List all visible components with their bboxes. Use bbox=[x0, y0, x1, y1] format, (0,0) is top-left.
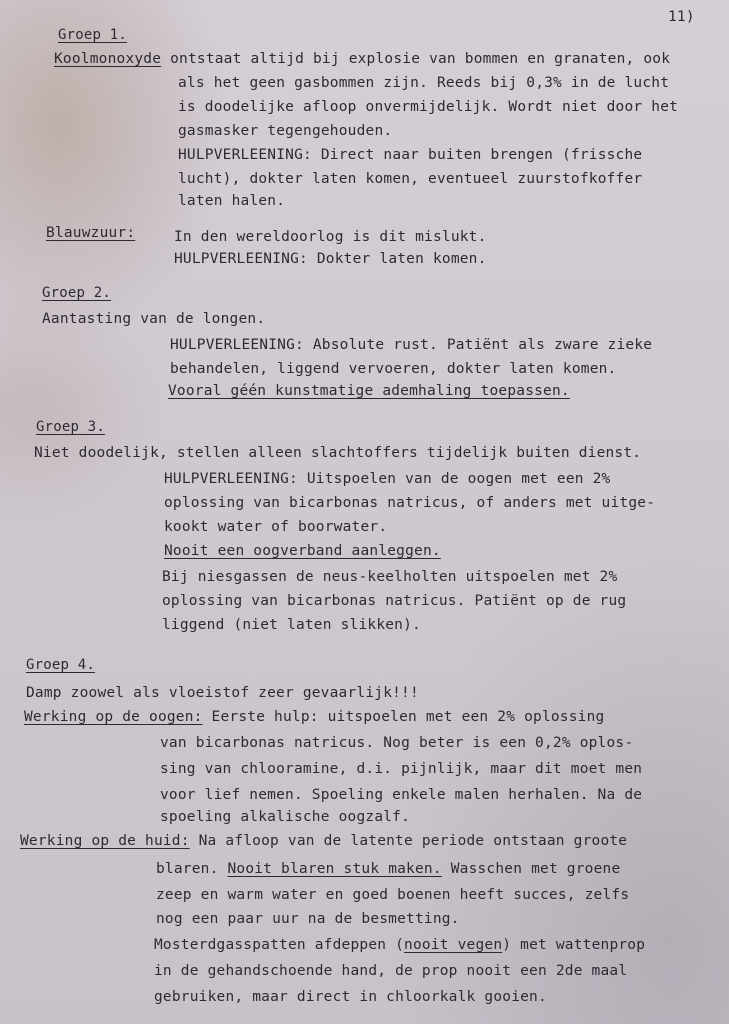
page-number: 11) bbox=[668, 9, 695, 25]
koolmonoxyde-line-4: gasmasker tegengehouden. bbox=[178, 123, 393, 139]
oogen-line-3: sing van chlooramine, d.i. pijnlijk, maar dit moet men bbox=[160, 761, 643, 777]
huid-warning: Nooit blaren stuk maken. bbox=[227, 861, 442, 877]
huid-line-6: in de gehandschoende hand, de prop nooit een 2de maal bbox=[154, 963, 628, 979]
groep-3-heading: Groep 3. bbox=[36, 419, 106, 435]
huid-line-4: nog een paar uur na de besmetting. bbox=[156, 911, 460, 927]
groep-2-line-2: behandelen, liggend vervoeren, dokter laten komen. bbox=[170, 361, 617, 377]
blauwzuur-term: Blauwzuur: bbox=[46, 225, 136, 241]
groep-2-line-1: HULPVERLEENING: Absolute rust. Patiënt als zware zieke bbox=[170, 337, 653, 353]
groep-2-heading: Groep 2. bbox=[42, 285, 112, 301]
groep-3-line-1: HULPVERLEENING: Uitspoelen van de oogen met een 2% bbox=[164, 471, 611, 487]
groep-3-line-4: Bij niesgassen de neus-keelholten uitspoelen met 2% bbox=[162, 569, 618, 585]
oogen-line-1: Werking op de oogen: Eerste hulp: uitspoelen met een 2% oplossing bbox=[24, 709, 605, 725]
groep-2-warning: Vooral géén kunstmatige ademhaling toepassen. bbox=[168, 383, 570, 399]
koolmonoxyde-line-3: is doodelijke afloop onvermijdelijk. Wordt niet door het bbox=[178, 99, 679, 115]
groep-3-intro: Niet doodelijk, stellen alleen slachtoffers tijdelijk buiten dienst. bbox=[34, 445, 642, 461]
koolmonoxyde-line-6: lucht), dokter laten komen, eventueel zuurstofkoffer bbox=[178, 171, 643, 187]
koolmonoxyde-line-1: Koolmonoxyde ontstaat altijd bij explosie van bommen en granaten, ook bbox=[54, 51, 671, 67]
groep-3-line-2: oplossing van bicarbonas natricus, of anders met uitge- bbox=[164, 495, 656, 511]
blauwzuur-line-2: HULPVERLEENING: Dokter laten komen. bbox=[174, 251, 487, 267]
huid-term: Werking op de huid: bbox=[20, 833, 190, 849]
oogen-term: Werking op de oogen: bbox=[24, 709, 203, 725]
groep-3-warning: Nooit een oogverband aanleggen. bbox=[164, 543, 441, 559]
koolmonoxyde-line-5: HULPVERLEENING: Direct naar buiten brengen (frissche bbox=[178, 147, 643, 163]
huid-line-2: blaren. Nooit blaren stuk maken. Wasschen met groene bbox=[156, 861, 621, 877]
groep-3-line-6: liggend (niet laten slikken). bbox=[162, 617, 421, 633]
groep-4-intro: Damp zoowel als vloeistof zeer gevaarlijk!!! bbox=[26, 685, 419, 701]
huid-line-5: Mosterdgasspatten afdeppen (nooit vegen) met wattenprop bbox=[154, 937, 646, 953]
huid-line-3: zeep en warm water en goed boenen heeft succes, zelfs bbox=[156, 887, 630, 903]
huid-line-1: Werking op de huid: Na afloop van de latente periode ontstaan groote bbox=[20, 833, 628, 849]
huid-line-7: gebruiken, maar direct in chloorkalk gooien. bbox=[154, 989, 547, 1005]
oogen-line-4: voor lief nemen. Spoeling enkele malen herhalen. Na de bbox=[160, 787, 643, 803]
koolmonoxyde-line-2: als het geen gasbommen zijn. Reeds bij 0,3% in de lucht bbox=[178, 75, 670, 91]
oogen-line-5: spoeling alkalische oogzalf. bbox=[160, 809, 411, 825]
nooit-vegen-warning: nooit vegen bbox=[404, 937, 503, 953]
blauwzuur-line-1: In den wereldoorlog is dit mislukt. bbox=[174, 229, 487, 245]
groep-1-heading: Groep 1. bbox=[58, 27, 128, 43]
koolmonoxyde-term: Koolmonoxyde bbox=[54, 51, 162, 67]
groep-3-line-5: oplossing van bicarbonas natricus. Patiënt op de rug bbox=[162, 593, 627, 609]
groep-2-intro: Aantasting van de longen. bbox=[42, 311, 266, 327]
oogen-line-2: van bicarbonas natricus. Nog beter is een 0,2% oplos- bbox=[160, 735, 634, 751]
groep-3-line-3: kookt water of boorwater. bbox=[164, 519, 388, 535]
koolmonoxyde-line-7: laten halen. bbox=[178, 193, 286, 209]
groep-4-heading: Groep 4. bbox=[26, 657, 96, 673]
